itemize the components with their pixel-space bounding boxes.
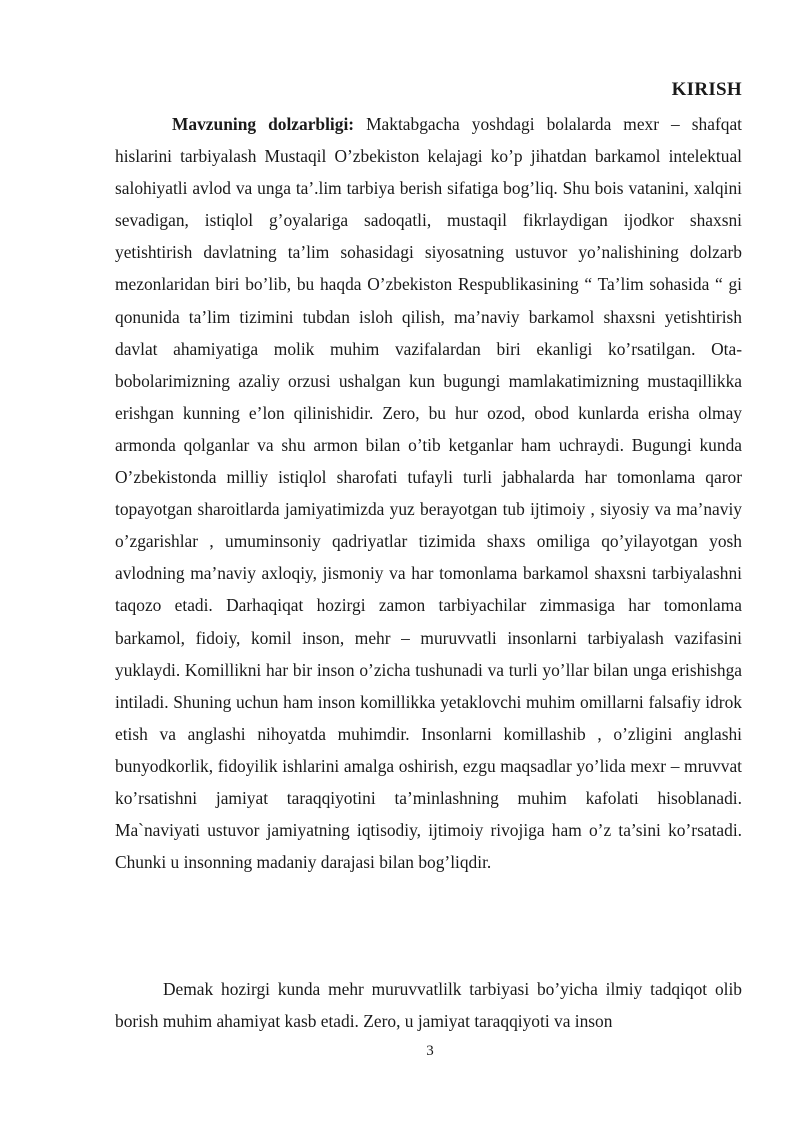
paragraph-relevance [115,108,742,878]
paragraph-continuation: Demak hozirgi kunda mehr muruvvatlilk tarbiyasi bo’yicha ilmiy tadqiqot olib borish muhim ahamiyat kasb etadi. Zero, u jamiyat taraqqiyoti va inson [115,979,742,1032]
paragraph-lead-label: Mavzuning dolzarbligi: [172,114,355,134]
page-number: 3 [426,1043,434,1059]
section-heading: KIRISH [671,79,742,100]
paragraph-body: Maktabgacha yoshdagi bolalarda mexr – shafqat hislarini tarbiyalash Mustaqil O’zbekiston kelajagi ko’p jihatdan barkamol intelektual salohiyatli avlod va unga ta’.lim tarbiya berish sifatiga bog’liq. Shu bois vatanini, xalqini sevadigan, istiqlol g’oyalariga sadoqatli, mustaqil fikrlaydigan ijodkor shaxsni yetishtirish davlatning ta’lim sohasidagi siyosatning ustuvor yo’nalishining dolzarb mezonlaridan biri bo’lib, bu haqda O’zbekiston Respublikasining “ Ta’lim sohasida “ gi qonunida ta’lim tizimini tubdan isloh qilish, ma’naviy barkamol shaxsni yetishtirish davlat ahamiyatiga molik muhim vazifalardan biri ekanligi ko’rsatilgan. Ota-bobolarimizning azaliy orzusi ushalgan kun bugungi mamlakatimizning mustaqillikka erishgan kunning e’lon qilinishidir. Zero, bu hur ozod, obod kunlarda erisha olmay armonda qolganlar va shu armon bilan o’tib ketganlar ham uchraydi. Bugungi kunda O’zbekistonda milliy istiqlol sharofati tufayli turli jabhalarda har tomonlama qaror topayotgan sharoitlarda jamiyatimizda yuz berayotgan tub ijtimoiy , siyosiy va ma’naviy o’zgarishlar , umuminsoniy qadriyatlar tizimida shaxs omiliga qo’yilayotgan yosh avlodning ma’naviy axloqiy, jismoniy va har tomonlama barkamol shaxsni tarbiyalashni taqozo etadi. Darhaqiqat hozirgi zamon tarbiyachilar zimmasiga har tomonlama barkamol, fidoiy, komil inson, mehr – muruvvatli insonlarni tarbiyalash vazifasini yuklaydi. Komillikni har bir inson o’zicha tushunadi va turli yo’llar bilan unga erishishga intiladi. Shuning uchun ham inson komillikka yetaklovchi muhim omillarni falsafiy idrok etish va anglashi nihoyatda muhimdir. Insonlarni komillashib , o’zligini anglashi bunyodkorlik, fidoyilik ishlarini amalga oshirish, ezgu maqsadlar yo’lida mexr – mruvvat ko’rsatishni jamiyat taraqqiyotini ta’minlashning muhim kafolati hisoblanadi. Ma`naviyati ustuvor jamiyatning iqtisodiy, ijtimoiy rivojiga ham o’z ta’sini ko’rsatadi. Chunki u insonning madaniy darajasi bilan bog’liqdir. [115,114,742,873]
